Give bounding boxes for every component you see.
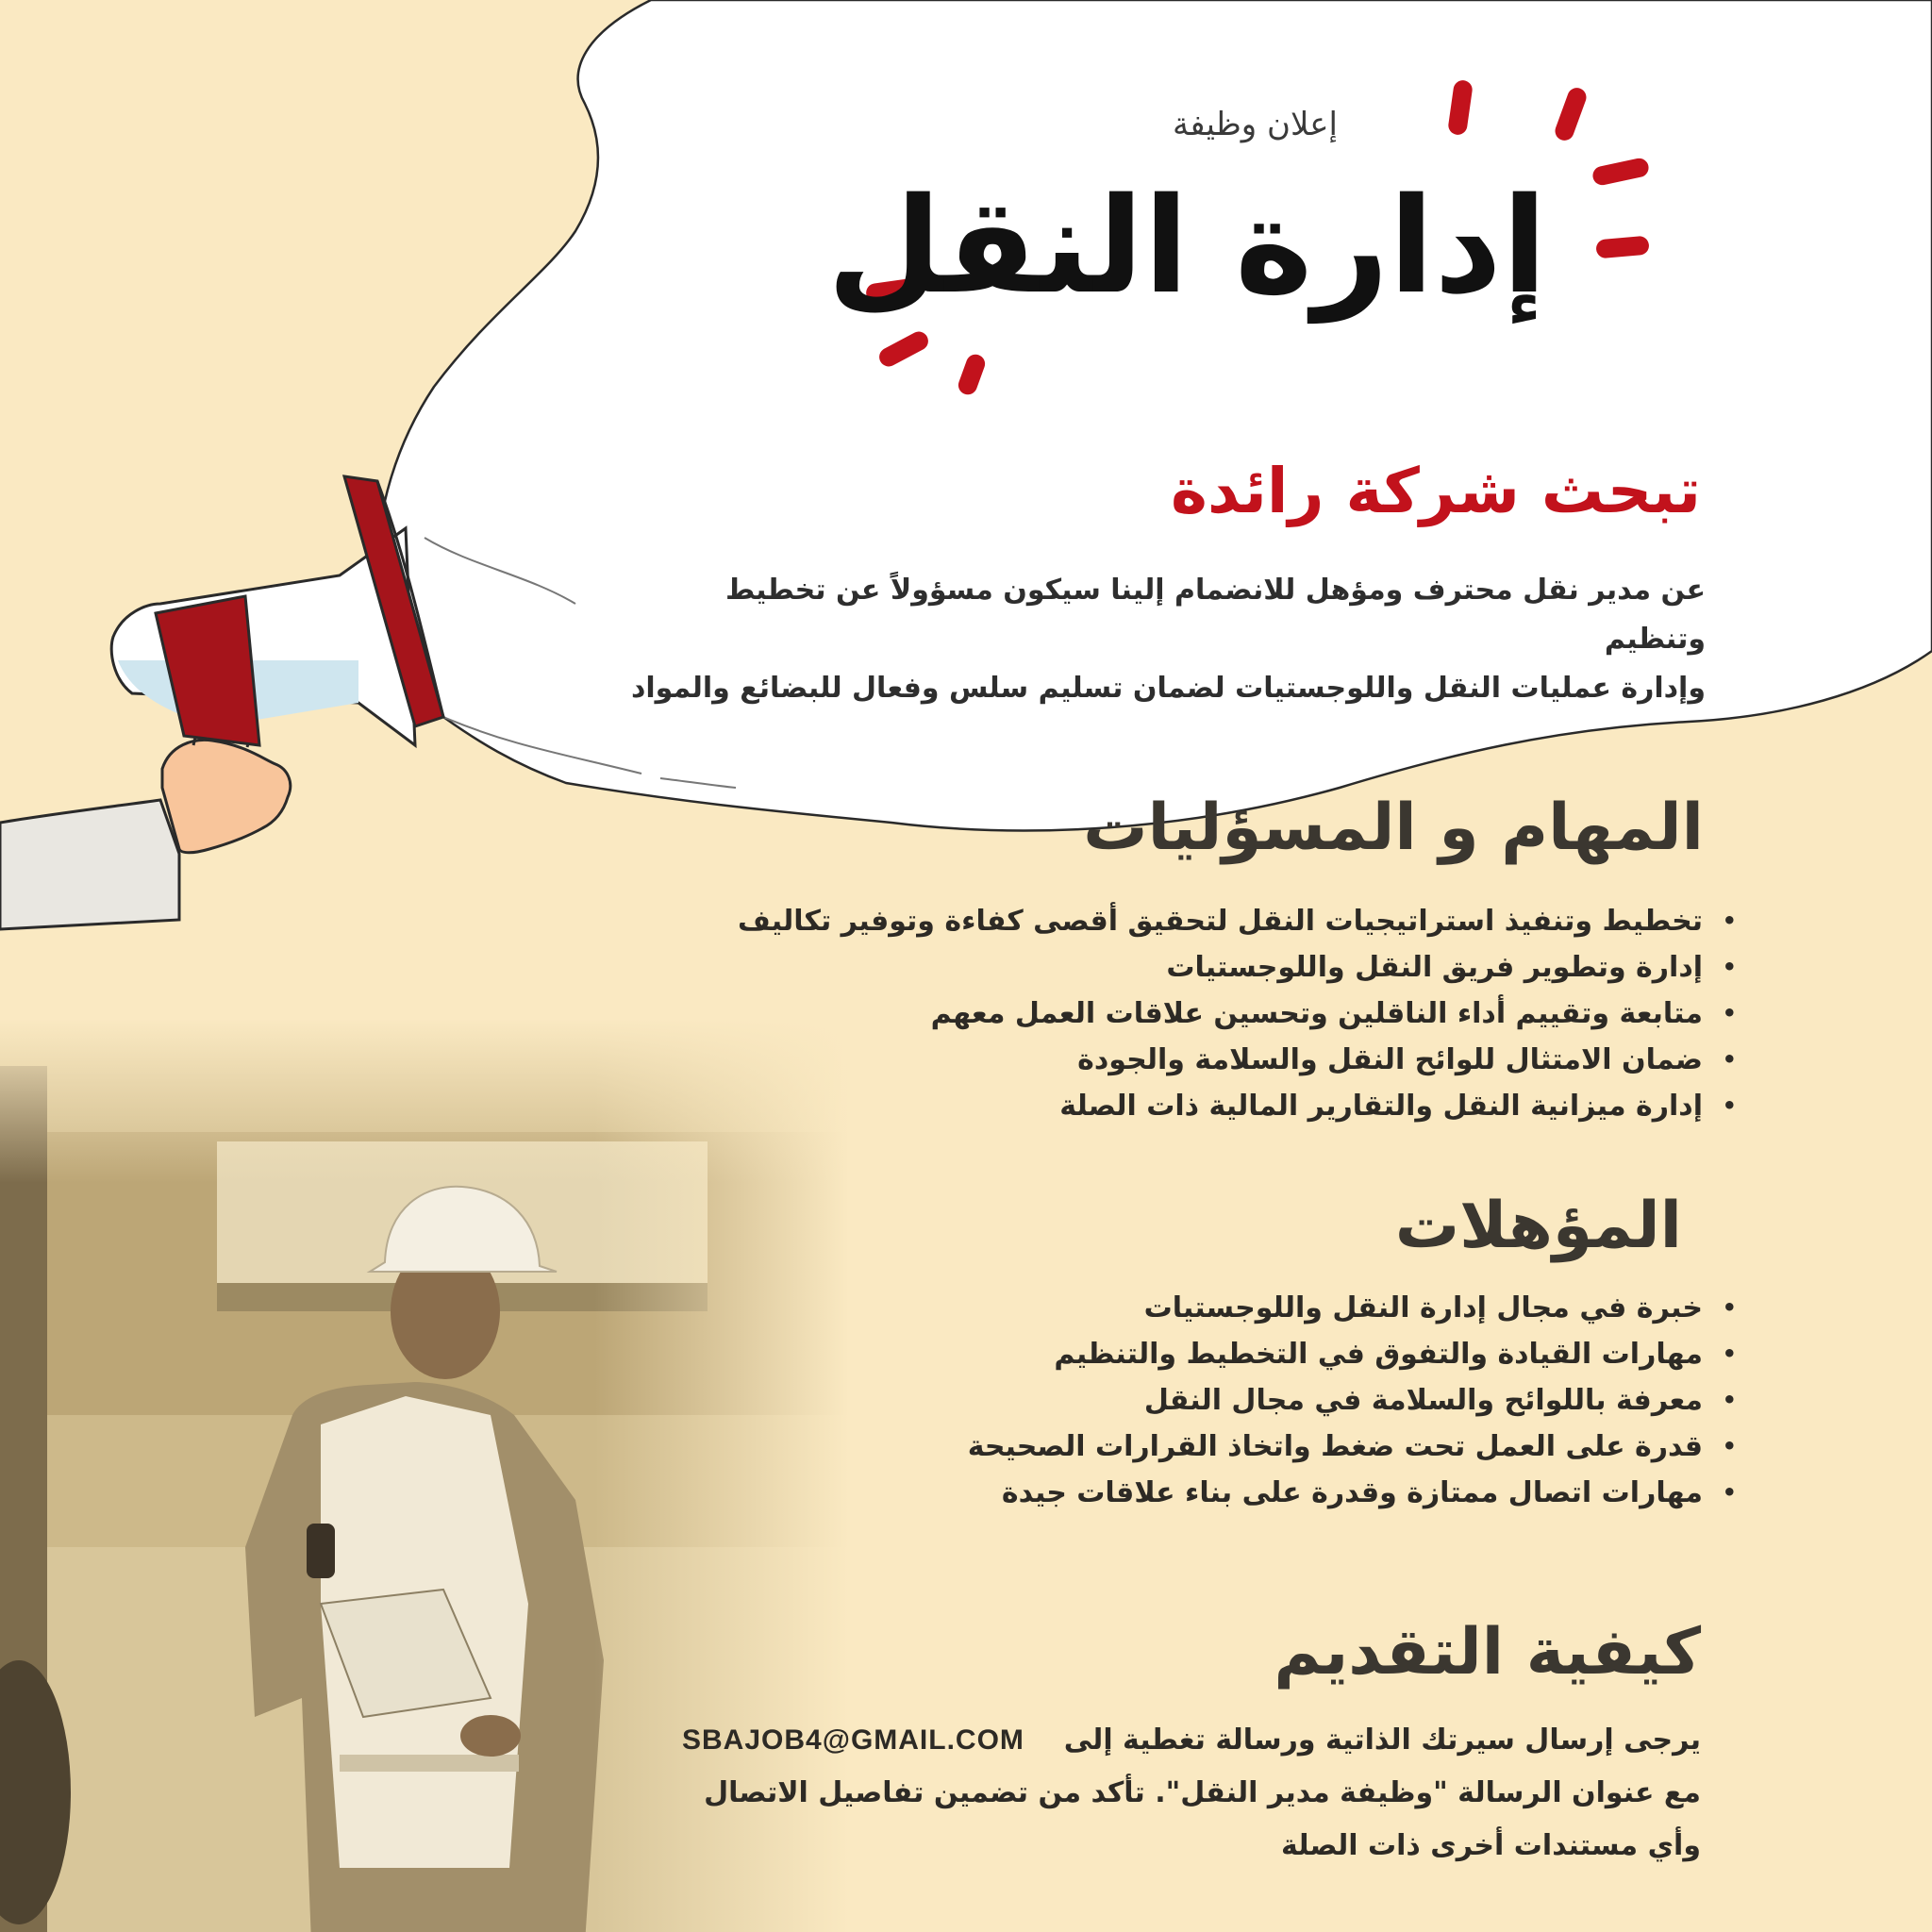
apply-paragraph	[663, 1714, 1701, 1873]
list-item: مهارات القيادة والتفوق في التخطيط والتنظيم •	[968, 1331, 1703, 1377]
apply-line-2: مع عنوان الرسالة "وظيفة مدير النقل". تأكد من تضمين تفاصيل الاتصال	[704, 1776, 1701, 1809]
apply-line-1-text: يرجى إرسال سيرتك الذاتية ورسالة تغطية إلى	[1063, 1724, 1701, 1757]
page-title: إدارة النقل	[826, 170, 1547, 324]
list-item: مهارات اتصال ممتازة وقدرة على بناء علاقات جيدة •	[968, 1470, 1703, 1516]
sleeve-illustration	[0, 800, 179, 929]
apply-line-3: وأي مستندات أخرى ذات الصلة	[1281, 1829, 1701, 1862]
list-item: إدارة ميزانية النقل والتقارير المالية ذات الصلة •	[738, 1083, 1703, 1129]
list-item: إدارة وتطوير فريق النقل واللوجستيات •	[738, 944, 1703, 991]
qualifications-heading: المؤهلات	[1394, 1189, 1682, 1263]
responsibilities-heading: المهام و المسؤليات	[1083, 791, 1704, 865]
apply-heading: كيفية التقديم	[1274, 1615, 1701, 1690]
responsibilities-list	[738, 898, 1703, 1129]
job-ad-label: إعلان وظيفة	[1173, 106, 1338, 143]
intro-paragraph	[621, 566, 1706, 713]
email-link[interactable]: SBAJOB4@GMAIL.COM	[681, 1724, 1024, 1756]
list-item: ضمان الامتثال للوائح النقل والسلامة والجودة •	[738, 1037, 1703, 1083]
list-item: معرفة باللوائح والسلامة في مجال النقل •	[968, 1377, 1703, 1424]
list-item: متابعة وتقييم أداء الناقلين وتحسين علاقات العمل معهم •	[738, 991, 1703, 1037]
list-item: تخطيط وتنفيذ استراتيجيات النقل لتحقيق أقصى كفاءة وتوفير تكاليف •	[738, 898, 1703, 944]
qualifications-list	[968, 1285, 1703, 1516]
list-item: خبرة في مجال إدارة النقل واللوجستيات •	[968, 1285, 1703, 1331]
intro-heading: تبحث شركة رائدة	[1171, 455, 1701, 527]
list-item: قدرة على العمل تحت ضغط واتخاذ القرارات الصحيحة •	[968, 1424, 1703, 1470]
apply-line-1	[663, 1714, 1701, 1767]
intro-line-1: عن مدير نقل محترف ومؤهل للانضمام إلينا سيكون مسؤولاً عن تخطيط وتنظيم	[725, 574, 1706, 656]
intro-line-2: وإدارة عمليات النقل واللوجستيات لضمان تسليم سلس وفعال للبضائع والمواد	[631, 672, 1706, 705]
hand-illustration	[162, 726, 291, 853]
